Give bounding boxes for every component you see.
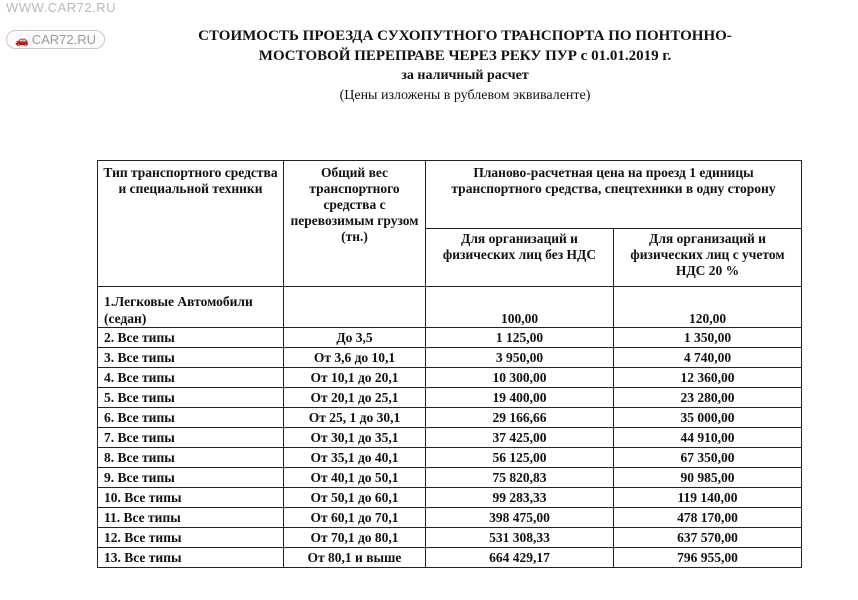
table-row (98, 328, 802, 348)
cell-price-with-vat: 44 910,00 (614, 428, 802, 448)
table-row (98, 428, 802, 448)
table-row (98, 448, 802, 468)
cell-price-with-vat: 4 740,00 (614, 348, 802, 368)
header-no-vat: Для организаций и физических лиц без НДС (426, 229, 614, 287)
title-line-1: СТОИМОСТЬ ПРОЕЗДА СУХОПУТНОГО ТРАНСПОРТА ПО ПОНТОННО- (198, 28, 732, 44)
cell-weight: От 35,1 до 40,1 (284, 448, 426, 468)
cell-price-no-vat: 37 425,00 (426, 428, 614, 448)
table-row (98, 388, 802, 408)
cell-price-no-vat: 29 166,66 (426, 408, 614, 428)
cell-type: 9. Все типы (98, 468, 284, 488)
cell-weight: От 80,1 и выше (284, 548, 426, 568)
cell-weight: От 40,1 до 50,1 (284, 468, 426, 488)
cell-price-with-vat: 637 570,00 (614, 528, 802, 548)
cell-price-no-vat: 398 475,00 (426, 508, 614, 528)
cell-price-with-vat: 90 985,00 (614, 468, 802, 488)
cell-weight: От 3,6 до 10,1 (284, 348, 426, 368)
cell-type: 3. Все типы (98, 348, 284, 368)
cell-type: 4. Все типы (98, 368, 284, 388)
cell-type: 2. Все типы (98, 328, 284, 348)
table-row (98, 348, 802, 368)
cell-price-with-vat: 120,00 (614, 287, 802, 328)
document-header (140, 26, 790, 106)
cell-price-no-vat: 99 283,33 (426, 488, 614, 508)
cell-weight: От 10,1 до 20,1 (284, 368, 426, 388)
cell-price-with-vat: 35 000,00 (614, 408, 802, 428)
cell-price-no-vat: 1 125,00 (426, 328, 614, 348)
cell-price-with-vat: 1 350,00 (614, 328, 802, 348)
cell-type: 11. Все типы (98, 508, 284, 528)
table-row (98, 508, 802, 528)
cell-price-no-vat: 531 308,33 (426, 528, 614, 548)
table-row (98, 287, 802, 328)
header-with-vat: Для организаций и физических лиц с учетом НДС 20 % (614, 229, 802, 287)
table-row (98, 368, 802, 388)
cell-type: 5. Все типы (98, 388, 284, 408)
cell-weight: От 20,1 до 25,1 (284, 388, 426, 408)
watermark-logo-text: CAR72.RU (31, 32, 96, 47)
cell-price-no-vat: 10 300,00 (426, 368, 614, 388)
cell-weight: От 50,1 до 60,1 (284, 488, 426, 508)
cell-type: 10. Все типы (98, 488, 284, 508)
cell-price-no-vat: 19 400,00 (426, 388, 614, 408)
cell-weight (284, 287, 426, 328)
cell-type: 1.Легковые Автомобили (седан) (98, 287, 284, 328)
cell-type: 6. Все типы (98, 408, 284, 428)
price-table (97, 160, 802, 568)
header-weight: Общий вес транспортного средства с перевозимым грузом (тн.) (284, 161, 426, 287)
cell-price-no-vat: 3 950,00 (426, 348, 614, 368)
watermark-top: WWW.CAR72.RU (6, 0, 116, 15)
cell-type: 8. Все типы (98, 448, 284, 468)
header-price-group: Планово-расчетная цена на проезд 1 единицы транспортного средства, спецтехники в одну сторону (426, 161, 802, 229)
table-row (98, 488, 802, 508)
subtitle: за наличный расчет (401, 68, 529, 83)
cell-price-with-vat: 12 360,00 (614, 368, 802, 388)
cell-price-with-vat: 478 170,00 (614, 508, 802, 528)
cell-weight: От 25, 1 до 30,1 (284, 408, 426, 428)
cell-weight: От 70,1 до 80,1 (284, 528, 426, 548)
cell-weight: От 30,1 до 35,1 (284, 428, 426, 448)
table-row (98, 468, 802, 488)
cell-price-no-vat: 100,00 (426, 287, 614, 328)
cell-price-with-vat: 119 140,00 (614, 488, 802, 508)
cell-price-with-vat: 796 955,00 (614, 548, 802, 568)
header-type: Тип транспортного средства и специальной техники (98, 161, 284, 287)
car-icon: 🚗 (15, 35, 29, 47)
cell-price-no-vat: 56 125,00 (426, 448, 614, 468)
cell-price-with-vat: 23 280,00 (614, 388, 802, 408)
table-row (98, 528, 802, 548)
table-row (98, 408, 802, 428)
watermark-logo (6, 30, 105, 49)
cell-type: 13. Все типы (98, 548, 284, 568)
table-row (98, 548, 802, 568)
title-line-2: МОСТОВОЙ ПЕРЕПРАВЕ ЧЕРЕЗ РЕКУ ПУР с 01.01.2019 г. (258, 48, 672, 64)
price-note: (Цены изложены в рублевом эквиваленте) (339, 88, 591, 103)
cell-weight: До 3,5 (284, 328, 426, 348)
cell-price-no-vat: 664 429,17 (426, 548, 614, 568)
cell-price-no-vat: 75 820,83 (426, 468, 614, 488)
cell-type: 12. Все типы (98, 528, 284, 548)
cell-type: 7. Все типы (98, 428, 284, 448)
cell-weight: От 60,1 до 70,1 (284, 508, 426, 528)
cell-price-with-vat: 67 350,00 (614, 448, 802, 468)
